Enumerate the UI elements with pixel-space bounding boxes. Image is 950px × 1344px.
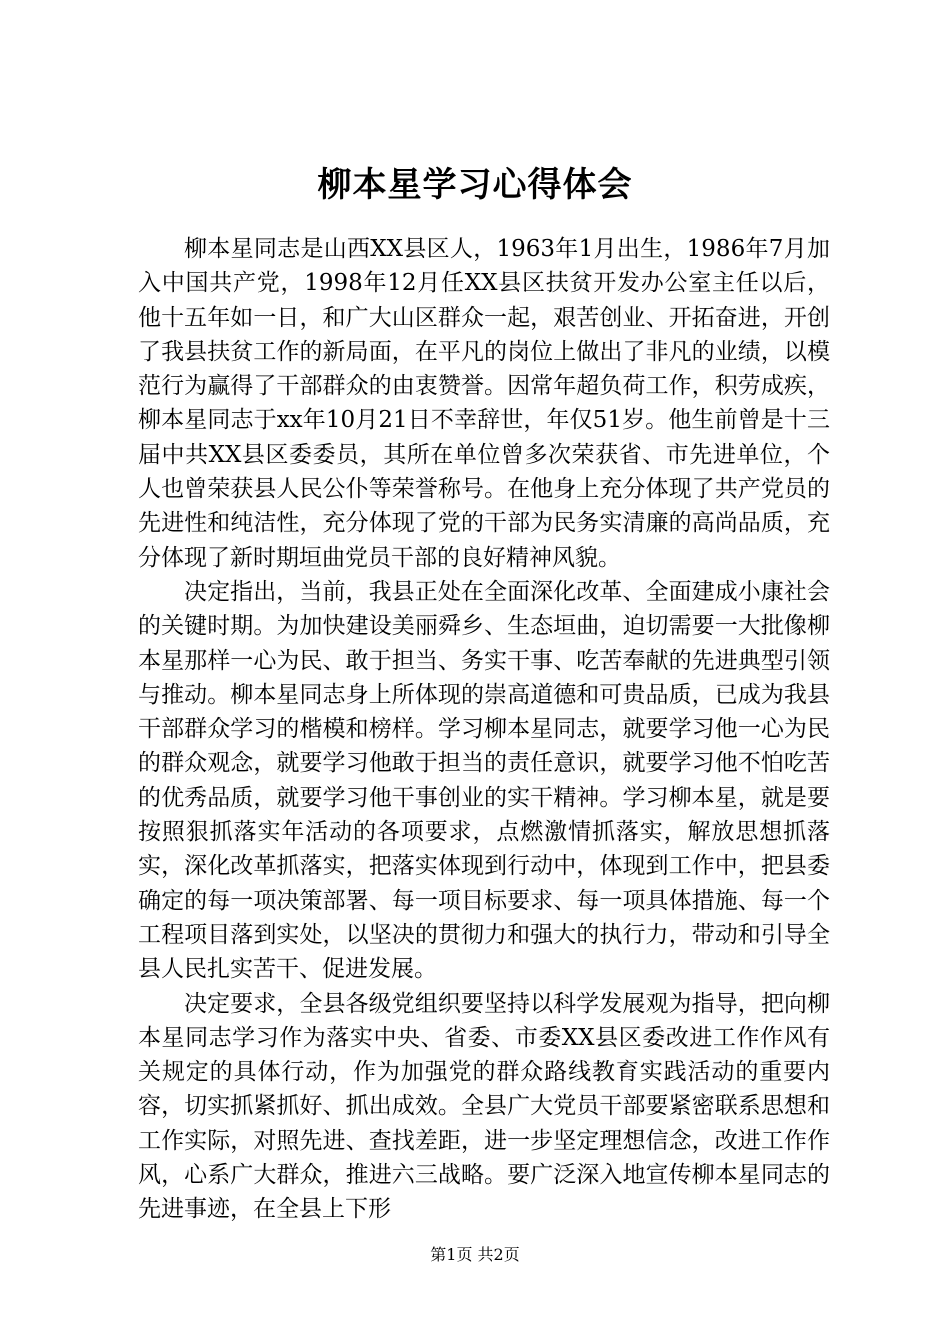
document-title: 柳本星学习心得体会 xyxy=(317,165,633,205)
paragraph-3: 决定要求，全县各级党组织要坚持以科学发展观为指导，把向柳本星同志学习作为落实中央、省委、市委XX县区委改进工作作风有关规定的具体行动，作为加强党的群众路线教育实践活动的重要内容，切实抓紧抓好、抓出成效。全县广大党员干部要紧密联系思想和工作实际，对照先进、查找差距，进一步坚定理想信念，改进工作作风，心系广大群众，推进六三战略。要广泛深入地宣传柳本星同志的先进事迹，在全县上下形 xyxy=(138,990,830,1223)
paragraph-1: 柳本星同志是山西XX县区人，1963年1月出生，1986年7月加入中国共产党，1998年12月任XX县区扶贫开发办公室主任以后，他十五年如一日，和广大山区群众一起，艰苦创业、开拓奋进，开创了我县扶贫工作的新局面，在平凡的岗位上做出了非凡的业绩，以模范行为赢得了干部群众的由衷赞誉。因常年超负荷工作，积劳成疾，柳本星同志于xx年10月21日不幸辞世，年仅51岁。他生前曾是十三届中共XX县区委委员，其所在单位曾多次荣获省、市先进单位，个人也曾荣获县人民公仆等荣誉称号。在他身上充分体现了共产党员的先进性和纯洁性，充分体现了党的干部为民务实清廉的高尚品质，充分体现了新时期垣曲党员干部的良好精神风貌。 xyxy=(138,236,830,571)
page-footer: 第1页 共2页 xyxy=(430,1245,520,1264)
paragraph-2: 决定指出，当前，我县正处在全面深化改革、全面建成小康社会的关键时期。为加快建设美丽舜乡、生态垣曲，迫切需要一大批像柳本星那样一心为民、敢于担当、务实干事、吃苦奉献的先进典型引领与推动。柳本星同志身上所体现的崇高道德和可贵品质，已成为我县干部群众学习的楷模和榜样。学习柳本星同志，就要学习他一心为民的群众观念，就要学习他敢于担当的责任意识，就要学习他不怕吃苦的优秀品质，就要学习他干事创业的实干精神。学习柳本星，就是要按照狠抓落实年活动的各项要求，点燃激情抓落实，解放思想抓落实，深化改革抓落实，把落实体现到行动中，体现到工作中，把县委确定的每一项决策部署、每一项目标要求、每一项具体措施、每一个工程项目落到实处，以坚决的贯彻力和强大的执行力，带动和引导全县人民扎实苦干、促进发展。 xyxy=(138,578,830,983)
document-body xyxy=(138,232,830,1227)
